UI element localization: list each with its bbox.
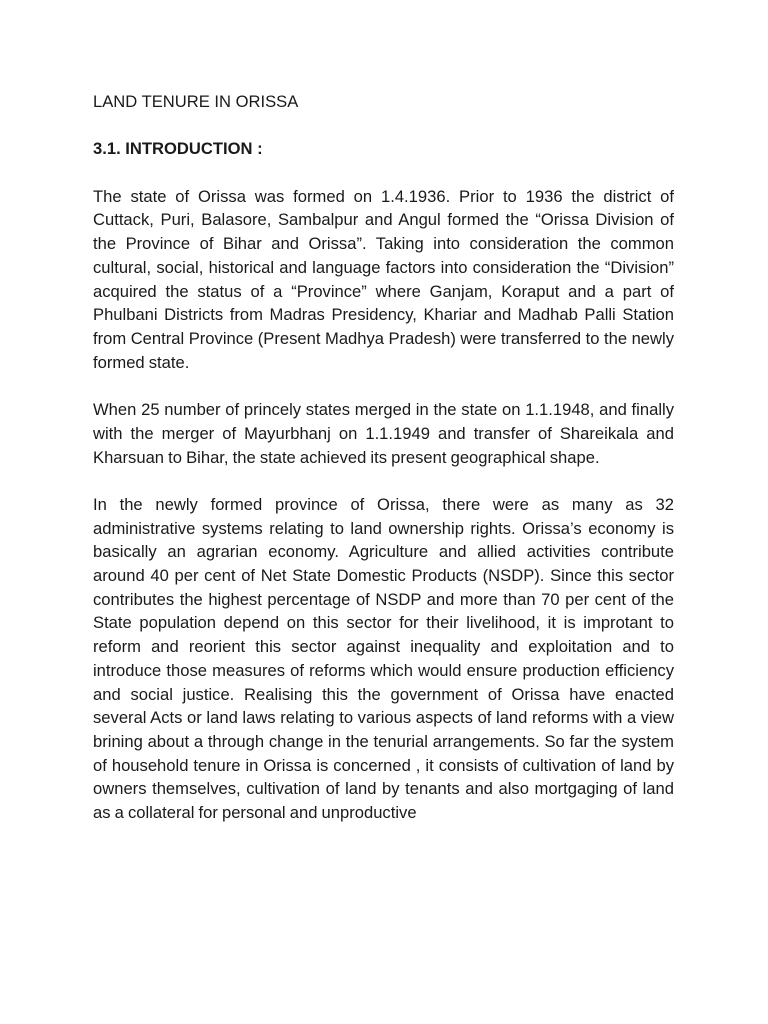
document-title: LAND TENURE IN ORISSA xyxy=(93,92,299,111)
paragraph-land-systems: In the newly formed province of Orissa, there were as many as 32 administrative systems relating to land ownership rights. Orissa’s economy is basically an agrarian economy. Agriculture and allied activities contribute around 40 per cent of Net State Domestic Products (NSDP). Since this sector contributes the highest percentage of NSDP and more than 70 per cent of the State population depend on this sector for their livelihood, it is improtant to reform and reorient this sector against inequality and exploitation and to introduce those measures of reforms which would ensure production efficiency and social justice. Realising this the government of Orissa have enacted several Acts or land laws relating to various aspects of land reforms with a view brining about a through change in the tenurial arrangements. So far the system of household tenure in Orissa is concerned , it consists of cultivation of land by owners themselves, cultivation of land by tenants and also mortgaging of land as a collateral for personal and unproductive xyxy=(93,494,674,823)
section-heading: 3.1. INTRODUCTION : xyxy=(93,139,263,159)
paragraph-formation: The state of Orissa was formed on 1.4.1936. Prior to 1936 the district of Cuttack, Puri, Balasore, Sambalpur and Angul formed the “Orissa Division of the Province of Bihar and Orissa”. Taking into consideration the common cultural, social, historical and language factors into consideration the “Division” acquired the status of a “Province” where Ganjam, Koraput and a part of Phulbani Districts from Madras Presidency, Khariar and Madhab Palli Station from Central Province (Present Madhya Pradesh) were transferred to the newly formed state. xyxy=(93,186,674,372)
paragraph-merger: When 25 number of princely states merged in the state on 1.1.1948, and finally with the merger of Mayurbhanj on 1.1.1949 and transfer of Shareikala and Kharsuan to Bihar, the state achieved its present geographical shape. xyxy=(93,400,674,467)
document-body xyxy=(93,90,674,825)
